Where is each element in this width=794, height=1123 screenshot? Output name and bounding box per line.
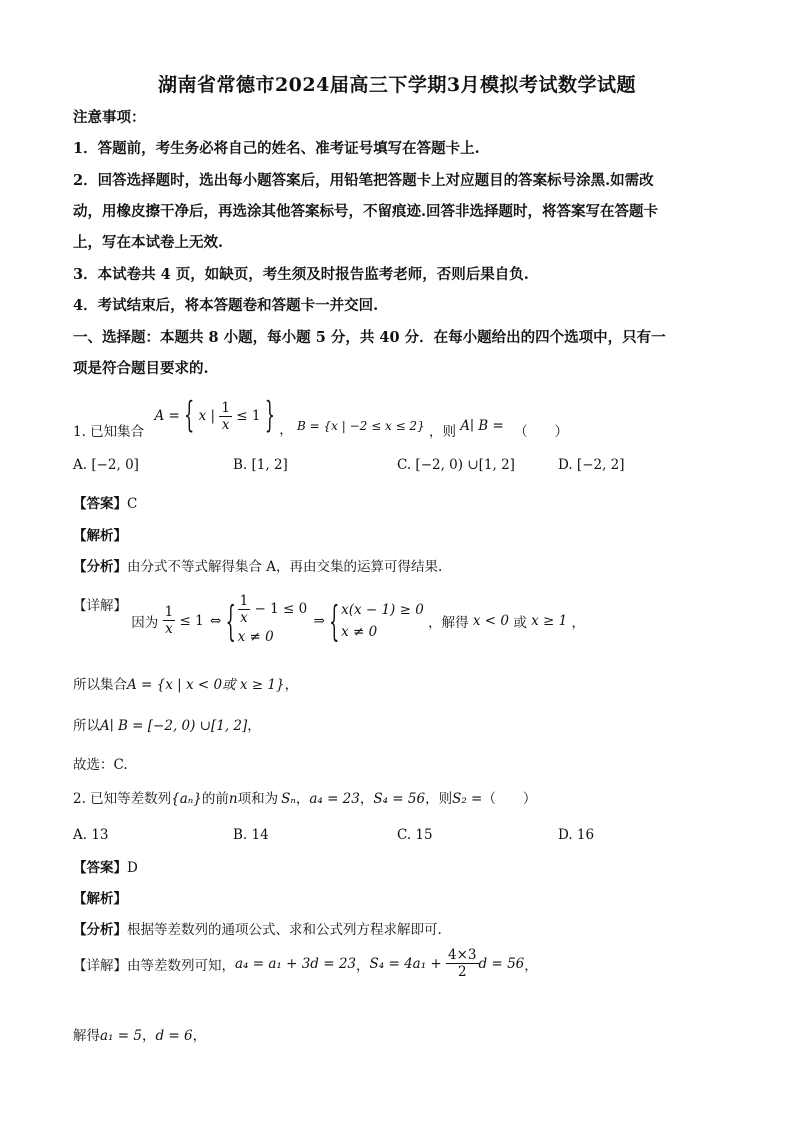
answer-value: C [127,496,138,512]
question-2-answer [73,858,724,878]
fenxi-text: 由分式不等式解得集合 A，再由交集的运算可得结果. [127,559,443,575]
option-a: A. [−2, 0] [73,457,139,473]
comma: ， [571,614,586,631]
fraction-numerator: 1 [164,604,174,620]
answer-label: 【答案】 [73,860,127,876]
set-b-definition: B = {x | −2 ≤ x ≤ 2} [297,419,425,433]
fraction-one-over-x-detail [163,604,176,637]
answer-value: D [127,860,138,876]
question-2-prefix: 2. 已知等差数列 [73,791,172,807]
option-b: B. [1, 2] [233,457,288,473]
notice-item-3: 3．本试卷共 4 页，如缺页，考生须及时报告监考老师，否则后果自负. [73,266,529,283]
sequence-symbol: {aₙ} [171,791,202,807]
text-de-qian: 的前 [201,791,229,807]
notice-item-2-line-1: 2．回答选择题时，选出每小题答案后，用铅笔把答题卡上对应题目的答案标号涂黑.如需改 [73,172,654,189]
question-1-detail [73,593,585,648]
question-1-set-a-result [73,675,724,695]
system-2-row-1: x(x − 1) ≥ 0 [341,601,424,618]
ask-s2: S₂ = [452,791,483,807]
option-c: C. 15 [397,827,433,843]
question-1-choice: 故选：C. [73,757,128,773]
system-brace: { [329,595,340,646]
comma: ， [247,718,261,734]
question-1-fenxi [73,557,724,577]
question-2-stem: 2. 已知等差数列{aₙ}的前n项和为 Sₙ，a₄ = 23，S₄ = 56，则S₂ =（ ） [73,791,537,807]
intersection-expression: A∣ B = [460,418,504,434]
system-1-row-1-rest: − 1 ≤ 0 [254,601,308,617]
condition-s4: S₄ = 56 [373,791,426,807]
system-1-row-2: x ≠ 0 [237,629,274,645]
option-a: A. 13 [73,827,109,843]
comma: ， [284,677,299,693]
notice-item-2-line-3: 上，写在本试卷上无效. [73,234,224,251]
fraction-4x3-over-2 [446,947,479,980]
section-1-heading-line-1: 一、选择题：本题共 8 小题，每小题 5 分，共 40 分．在每小题给出的四个选项中，只有一 [73,329,666,346]
system-2-row-2: x ≠ 0 [341,623,378,640]
question-1-stem [73,393,569,440]
inequality-leq-1: ≤ 1 [236,408,261,424]
because-text: 因为 [131,614,159,631]
comma: ， [279,422,293,438]
n-symbol: n [228,791,238,807]
fenxi-label: 【分析】 [73,559,127,575]
answer-blank: （ ） [514,424,569,440]
system-brace: { [225,595,236,646]
fraction-one-over-x [219,400,232,433]
option-d: D. [−2, 2] [558,457,625,473]
solution-a1: a₁ = 5 [100,1028,142,1044]
notice-item-2-line-2: 动，用橡皮擦干净后，再选涂其他答案标号，不留痕迹.回答非选择题时，将答案写在答题卡 [73,203,659,220]
option-c: C. [−2, 0) ∪[1, 2] [397,457,515,473]
detail-label: 【详解】 [73,597,127,614]
question-2-detail: 【详解】由等差数列可知，a₄ = a₁ + 3d = 23，S₄ = 4a₁ + $\frac{4\times 3}{2}$ d = 56， [73,947,538,980]
question-1-analysis-label: 【解析】 [73,528,127,544]
set-a-label: A = [154,408,180,424]
question-1-prefix: 1. 已知集合 [73,424,145,440]
equation-s4-suffix: d = 56 [478,955,525,972]
page-title: 湖南省常德市2024届高三下学期3月模拟考试数学试题 [157,74,637,96]
option-d: D. 16 [558,827,595,843]
then-text: ，则 [429,424,456,440]
system-fraction [238,593,251,626]
so-set-text: 所以集合 [73,677,127,693]
equation-s4-prefix: S₄ = 4a₁ + [369,955,442,972]
fraction-denominator: x [221,417,230,433]
fraction-numerator: 4×3 [448,947,477,963]
so-text: 所以 [73,718,100,734]
fraction-numerator: 1 [239,593,249,609]
answer-label: 【答案】 [73,496,127,512]
solve-text: ，解得 [428,614,469,631]
sum-symbol: Sₙ [281,791,296,807]
text-xiang-he-wei: 项和为 [237,791,279,807]
comma: ， [192,1028,207,1044]
solution-b: x ≥ 1 [531,612,568,629]
section-1-heading-line-2: 项是符合题目要求的. [73,360,209,377]
option-b: B. 14 [233,827,269,843]
question-1-intersection-result [73,716,724,736]
question-2-fenxi [73,920,724,940]
question-2-solution: 解得a₁ = 5，d = 6， [73,1028,207,1044]
iff-symbol: ⇔ [209,612,222,629]
fenxi-text: 根据等差数列的通项公式、求和公式列方程求解即可. [127,922,442,938]
implies-symbol: ⇒ [313,612,325,629]
solution-d: d = 6 [155,1028,193,1044]
fraction-denominator: 2 [457,964,467,980]
fraction-denominator: x [240,610,248,626]
notice-item-4: 4．考试结束后，将本答题卷和答题卡一并交回. [73,297,379,314]
question-1-answer [73,494,724,514]
condition-a4: a₄ = 23 [309,791,360,807]
fenxi-label: 【分析】 [73,922,127,938]
or-text: 或 [513,614,527,631]
set-a-definition [154,393,275,436]
detail-text: 由等差数列可知， [127,957,235,974]
intersection-result-expression: A∣ B = [−2, 0) ∪[1, 2] [100,718,248,734]
system-1-row-1 [238,593,308,626]
fraction-denominator: x [165,621,173,637]
set-a-result-expression: A = {x | x < 0或 x ≥ 1} [127,677,285,693]
answer-blank: （ ） [482,791,537,807]
inequality-system-1 [225,593,308,648]
notice-heading: 注意事项： [73,109,146,126]
equation-a4: a₄ = a₁ + 3d = 23 [235,955,357,972]
inequality-leq-1: ≤ 1 [179,612,204,629]
solution-a: x < 0 [472,612,510,629]
set-a-variable: x | [198,408,216,424]
inequality-system-2 [329,595,424,646]
notice-item-1: 1．答题前，考生务必将自己的姓名、准考证号填写在答题卡上. [73,140,480,157]
then-text: ，则 [425,791,453,807]
question-2-analysis-label: 【解析】 [73,891,127,907]
fraction-numerator: 1 [221,400,230,416]
left-brace: { [184,393,195,436]
right-brace: } [264,393,275,436]
detail-label: 【详解】 [73,957,127,974]
solve-text: 解得 [73,1028,100,1044]
